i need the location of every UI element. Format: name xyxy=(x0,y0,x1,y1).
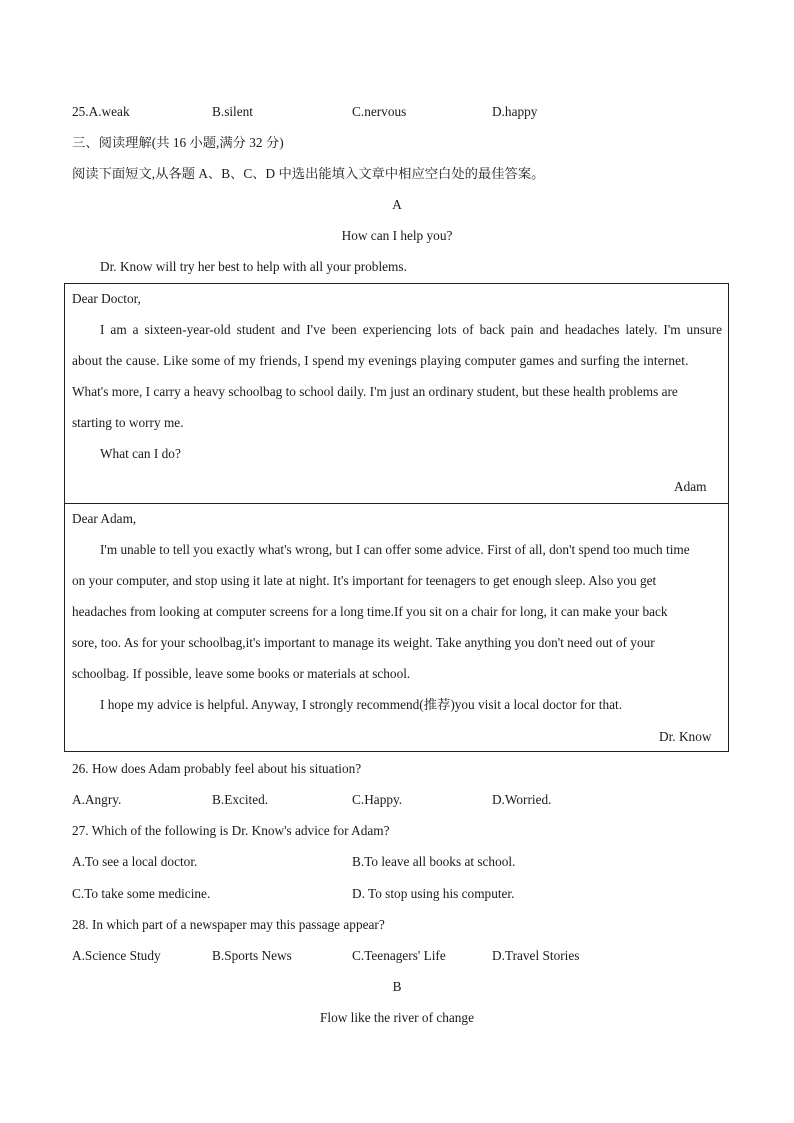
letter2-salutation: Dear Adam, xyxy=(72,511,137,526)
letter1-line-4: starting to worry me. xyxy=(72,415,184,430)
q27-option-d: D. To stop using his computer. xyxy=(352,886,515,901)
passage-b-title: Flow like the river of change xyxy=(320,1010,474,1025)
q25-option-a: 25.A.weak xyxy=(72,104,130,119)
q27-option-b: B.To leave all books at school. xyxy=(352,854,516,869)
q25-option-c: C.nervous xyxy=(352,104,407,119)
letter2-line-4: sore, too. As for your schoolbag,it's important to manage its weight. Take anything you don't need out of your xyxy=(72,635,655,650)
letter2-line-3: headaches from looking at computer screens for a long time.If you sit on a chair for long, it can make your back xyxy=(72,604,668,619)
passage-b-letter: B xyxy=(392,979,402,994)
letter1-line-1: I am a sixteen-year-old student and I've been experiencing lots of back pain and headaches lately. I'm unsure xyxy=(100,322,722,337)
q27-option-a: A.To see a local doctor. xyxy=(72,854,198,869)
q26-question: 26. How does Adam probably feel about his situation? xyxy=(72,761,362,776)
letter1-salutation: Dear Doctor, xyxy=(72,291,141,306)
q26-option-b: B.Excited. xyxy=(212,792,269,807)
q27-question: 27. Which of the following is Dr. Know's advice for Adam? xyxy=(72,823,390,838)
letter1-line-3: What's more, I carry a heavy schoolbag to school daily. I'm just an ordinary student, but these health problems are xyxy=(72,384,678,399)
q28-option-a: A.Science Study xyxy=(72,948,161,963)
letter1-line-2: about the cause. Like some of my friends, I spend my evenings playing computer games and surfing the internet. xyxy=(72,353,689,368)
q28-question: 28. In which part of a newspaper may this passage appear? xyxy=(72,917,385,932)
letter1-question: What can I do? xyxy=(100,446,181,461)
instructions: 阅读下面短文,从各题 A、B、C、D 中选出能填入文章中相应空白处的最佳答案。 xyxy=(72,166,545,181)
passage-a-intro: Dr. Know will try her best to help with all your problems. xyxy=(100,259,407,274)
q27-option-c: C.To take some medicine. xyxy=(72,886,211,901)
letter2-signature: Dr. Know xyxy=(659,729,712,744)
q25-option-b: B.silent xyxy=(212,104,254,119)
q26-option-a: A.Angry. xyxy=(72,792,122,807)
q25-option-d: D.happy xyxy=(492,104,538,119)
q26-option-d: D.Worried. xyxy=(492,792,552,807)
q28-option-d: D.Travel Stories xyxy=(492,948,580,963)
letter2-line-1: I'm unable to tell you exactly what's wrong, but I can offer some advice. First of all, don't spend too much time xyxy=(100,542,690,557)
letter1-signature: Adam xyxy=(674,479,707,494)
passage-a-title: How can I help you? xyxy=(341,228,453,243)
letter2-line-5: schoolbag. If possible, leave some books or materials at school. xyxy=(72,666,411,681)
section-heading: 三、阅读理解(共 16 小题,满分 32 分) xyxy=(72,135,284,150)
passage-a-letter: A xyxy=(392,197,402,212)
letter2-line-2: on your computer, and stop using it late at night. It's important for teenagers to get enough sleep. Also you get xyxy=(72,573,657,588)
q26-option-c: C.Happy. xyxy=(352,792,403,807)
q28-option-c: C.Teenagers' Life xyxy=(352,948,446,963)
q28-option-b: B.Sports News xyxy=(212,948,292,963)
letter-box-dr-know xyxy=(64,502,729,752)
letter2-closing: I hope my advice is helpful. Anyway, I strongly recommend(推荐)you visit a local doctor for that. xyxy=(100,697,623,712)
